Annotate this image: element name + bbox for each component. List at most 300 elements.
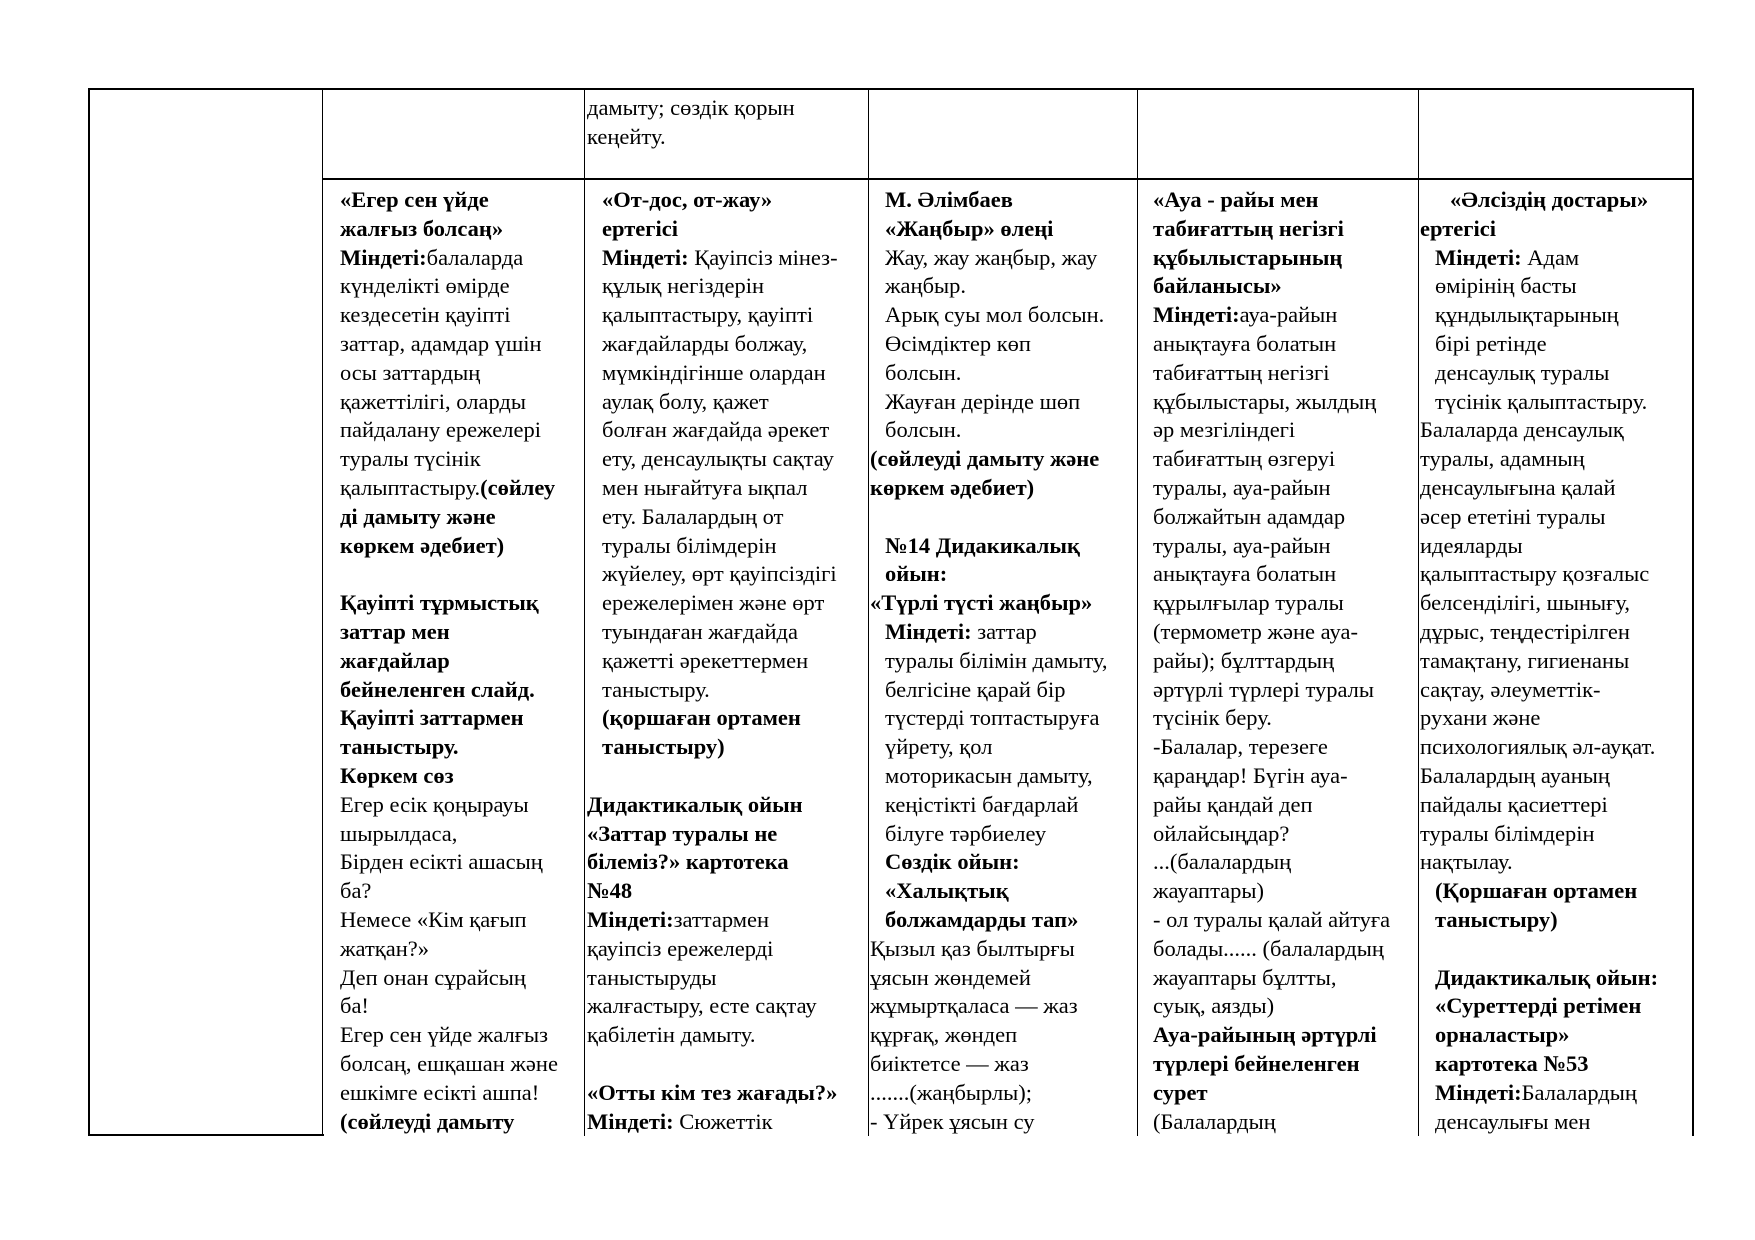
body-text: жүйелеу, өрт қауіпсіздігі — [602, 561, 837, 587]
bold-text: «Заттар туралы не — [587, 820, 778, 846]
text-line — [1153, 791, 1390, 820]
body-text: белгісіне қарай бір — [885, 676, 1066, 702]
text-line — [1420, 445, 1658, 474]
text-line — [340, 503, 558, 532]
text-line — [587, 1050, 838, 1079]
body-text: осы заттардың — [340, 359, 481, 385]
text-line — [870, 791, 1107, 820]
bold-text: құбылыстарының — [1153, 244, 1343, 270]
body-text: қалыптастыру қозғалыс — [1420, 561, 1650, 587]
body-text: үйрету, қол — [885, 734, 993, 760]
text-line — [1153, 877, 1390, 906]
text-line — [870, 704, 1107, 733]
bold-text: жағдайлар — [340, 647, 450, 673]
bold-text: «Әлсіздің достары» — [1450, 187, 1649, 212]
body-text: Егер сен үйде жалғыз — [340, 1022, 548, 1048]
body-text: Бірден есікті ашасың — [340, 849, 543, 875]
body-text: әртүрлі түрлері туралы — [1153, 676, 1375, 702]
bold-text: білеміз?» картотека — [587, 849, 789, 875]
column-divider-5 — [1418, 88, 1419, 1136]
text-line — [1420, 848, 1658, 877]
body-text: балаларда — [426, 244, 524, 270]
text-line — [1420, 1079, 1658, 1108]
body-text: Өсімдіктер көп — [885, 330, 1031, 356]
text-line — [1420, 906, 1658, 935]
bold-text: «От-дос, от-жау» — [602, 187, 773, 212]
body-text: - ол туралы қалай айтуға — [1153, 906, 1391, 932]
text-line — [1420, 676, 1658, 705]
text-line — [340, 1079, 558, 1108]
text-line — [1420, 388, 1658, 417]
bold-text: (қоршаған ортамен — [602, 705, 801, 731]
text-line — [1420, 474, 1658, 503]
body-text: заттар, адамдар үшін — [340, 330, 542, 356]
text-line — [1153, 186, 1390, 215]
text-line — [340, 272, 558, 301]
bold-text: таныстыру) — [602, 734, 725, 760]
body-text: құрылғылар туралы — [1153, 590, 1344, 616]
bold-text: Міндеті: — [1435, 244, 1522, 270]
text-line — [587, 272, 838, 301]
text-line — [340, 906, 558, 935]
text-line — [340, 704, 558, 733]
text-line — [1420, 791, 1658, 820]
body-text: қалыптастыру. — [340, 474, 481, 500]
text-line — [870, 1021, 1107, 1050]
body-text: денсаулығы мен — [1435, 1108, 1591, 1134]
body-text: болады...... (балалардың — [1153, 935, 1384, 961]
column-divider-1 — [322, 88, 323, 1136]
body-text: таныстыру. — [602, 676, 710, 702]
bold-text: ертегісі — [1420, 215, 1496, 241]
bold-text: Дидактикалық ойын — [587, 791, 803, 817]
text-line — [870, 618, 1107, 647]
text-line — [870, 560, 1107, 589]
body-text: -Балалар, терезеге — [1153, 734, 1328, 760]
text-line — [1420, 1021, 1658, 1050]
bold-text: жалғыз болсаң» — [340, 215, 504, 241]
column-4-cell — [1153, 186, 1390, 1136]
text-line — [1420, 647, 1658, 676]
text-line — [870, 992, 1107, 1021]
top-row-cell-2 — [587, 94, 795, 152]
bold-text: №14 Дидакикалық — [885, 532, 1080, 558]
row-separator — [323, 178, 1694, 180]
text-line — [340, 1050, 558, 1079]
text-line — [587, 359, 838, 388]
body-text: (термометр және ауа- — [1153, 618, 1358, 644]
text-line — [1153, 560, 1390, 589]
text-line — [1153, 589, 1390, 618]
body-text: Жау, жау жаңбыр, жау — [885, 244, 1098, 270]
text-line — [1153, 301, 1390, 330]
body-text: ойлайсыңдар? — [1153, 820, 1290, 846]
body-text: рухани және — [1420, 705, 1541, 731]
bold-text: Көркем сөз — [340, 762, 454, 788]
body-text: Балалардың ауаның — [1420, 762, 1610, 788]
bold-text: (сөйлеу — [480, 474, 556, 500]
bold-text: Дидактикалық ойын: — [1435, 964, 1659, 990]
text-line — [587, 906, 838, 935]
text-line — [340, 301, 558, 330]
text-line — [1420, 503, 1658, 532]
bold-text: картотека №53 — [1435, 1050, 1589, 1076]
text-line — [587, 791, 838, 820]
text-line — [870, 186, 1107, 215]
text-line — [340, 359, 558, 388]
body-text: білуге тәрбиелеу — [885, 820, 1047, 846]
bold-text: таныстыру) — [1435, 906, 1558, 932]
text-line — [340, 186, 558, 215]
text-line — [870, 1079, 1107, 1108]
text-line — [587, 560, 838, 589]
text-line — [587, 1108, 838, 1137]
body-text: жұмыртқаласа — жаз — [870, 993, 1078, 1019]
body-text: қабілетін дамыту. — [587, 1022, 756, 1048]
bold-text: байланысы» — [1153, 273, 1282, 299]
body-text: пайдалы қасиеттері — [1420, 791, 1608, 817]
body-text: ба! — [340, 993, 369, 1019]
body-text: идеяларды — [1420, 532, 1523, 558]
bold-text: болжамдарды тап» — [885, 906, 1079, 932]
text-line — [1153, 272, 1390, 301]
bold-text: «Жаңбыр» өлеңі — [885, 215, 1054, 241]
text-line — [587, 848, 838, 877]
text-line — [1420, 301, 1658, 330]
column-1-cell — [340, 186, 558, 1136]
text-line — [870, 503, 1107, 532]
body-text: Деп онан сұрайсың — [340, 964, 526, 990]
text-line — [1153, 906, 1390, 935]
text-line: кеңейту. — [587, 123, 666, 149]
text-line — [870, 416, 1107, 445]
text-line — [587, 301, 838, 330]
body-text: кеңістікті бағдарлай — [885, 791, 1079, 817]
text-line — [870, 762, 1107, 791]
text-line — [870, 848, 1107, 877]
body-text: моторикасын дамыту, — [885, 762, 1093, 788]
text-line — [340, 532, 558, 561]
text-line — [587, 416, 838, 445]
bold-text: заттар мен — [340, 618, 450, 644]
text-line: дамыту; сөздік қорын — [587, 95, 795, 120]
body-text: болжайтын адамдар — [1153, 503, 1346, 529]
text-line — [870, 647, 1107, 676]
body-text: Қауіпсіз мінез- — [688, 244, 838, 270]
body-text: болсын. — [885, 359, 962, 385]
text-line — [340, 244, 558, 273]
body-text: таныстыруды — [587, 964, 717, 990]
column-divider-3 — [868, 88, 869, 1136]
text-line — [587, 474, 838, 503]
column-2-cell — [587, 186, 838, 1136]
body-text: қажеттілігі, оларды — [340, 388, 526, 414]
text-line — [870, 359, 1107, 388]
text-line — [870, 820, 1107, 849]
text-line — [587, 1079, 838, 1108]
text-line — [1153, 848, 1390, 877]
text-line — [587, 935, 838, 964]
bold-text: «Халықтық — [885, 878, 1009, 904]
body-text: белсенділігі, шынығу, — [1420, 590, 1631, 616]
body-text: (Балалардың — [1153, 1108, 1276, 1134]
bold-text: Міндеті: — [885, 618, 972, 644]
text-line — [340, 964, 558, 993]
body-text: қараңдар! Бүгін ауа- — [1153, 762, 1348, 788]
text-line — [1153, 1021, 1390, 1050]
body-text: табиғаттың өзгеруі — [1153, 446, 1336, 472]
text-line — [340, 676, 558, 705]
text-line — [587, 676, 838, 705]
body-text: туралы білімін дамыту, — [885, 647, 1108, 673]
body-text: ба? — [340, 878, 372, 904]
body-text: суық, аязды) — [1153, 993, 1275, 1019]
bold-text: Сөздік ойын: — [885, 849, 1020, 875]
bold-text: (сөйлеуді дамыту және — [870, 446, 1100, 472]
bold-text: Міндеті: — [340, 244, 427, 270]
text-line — [1420, 618, 1658, 647]
text-line — [870, 532, 1107, 561]
body-text: биіктетсе — жаз — [870, 1050, 1029, 1076]
body-text: жатқан?» — [340, 935, 429, 961]
text-line — [587, 244, 838, 273]
body-text: түсінік қалыптастыру. — [1435, 388, 1648, 414]
body-text: қалыптастыру, қауіпті — [602, 302, 814, 328]
text-line — [870, 301, 1107, 330]
bold-text: (Қоршаған ортамен — [1435, 878, 1638, 904]
text-line — [340, 560, 558, 589]
body-text: Балалардың — [1521, 1079, 1637, 1105]
text-line — [1420, 416, 1658, 445]
body-text: - Үйрек ұясын су — [870, 1108, 1035, 1134]
body-text: Балаларда денсаулық — [1420, 417, 1624, 443]
text-line — [1153, 733, 1390, 762]
bold-text: Қауіпті заттармен — [340, 705, 524, 731]
text-line — [1153, 416, 1390, 445]
bold-text: Міндеті: — [602, 244, 689, 270]
body-text: әр мезгіліндегі — [1153, 417, 1296, 443]
text-line — [1153, 532, 1390, 561]
text-line — [870, 272, 1107, 301]
text-line — [870, 676, 1107, 705]
text-line — [587, 503, 838, 532]
text-line — [1153, 647, 1390, 676]
body-text: әсер ететіні туралы — [1420, 503, 1606, 529]
text-line — [1153, 1079, 1390, 1108]
body-text: құбылыстары, жылдың — [1153, 388, 1377, 414]
bold-text: Қауіпті тұрмыстық — [340, 590, 539, 616]
body-text: туралы түсінік — [340, 446, 481, 472]
text-line — [1153, 1050, 1390, 1079]
text-line — [340, 215, 558, 244]
bold-text: бейнеленген слайд. — [340, 676, 535, 702]
text-line — [1420, 359, 1658, 388]
text-line — [1420, 532, 1658, 561]
body-text: болған жағдайда әрекет — [602, 417, 830, 443]
text-line — [1420, 964, 1658, 993]
text-line — [1153, 474, 1390, 503]
body-text: тамақтану, гигиенаны — [1420, 647, 1630, 673]
text-line — [587, 330, 838, 359]
body-text: райы); бұлттардың — [1153, 647, 1335, 673]
bold-text: ертегісі — [602, 215, 678, 241]
text-line — [870, 1050, 1107, 1079]
body-text: ережелерімен және өрт — [602, 590, 825, 616]
text-line — [1420, 330, 1658, 359]
body-text: туындаған жағдайда — [602, 618, 798, 644]
body-text: Арық суы мол болсын. — [885, 302, 1105, 328]
text-line — [340, 733, 558, 762]
body-text: қажетті әрекеттермен — [602, 647, 809, 673]
column-divider-2 — [584, 88, 585, 1136]
bold-text: «Отты кім тез жағады?» — [587, 1079, 838, 1105]
text-line — [340, 935, 558, 964]
text-line — [1153, 359, 1390, 388]
text-line — [587, 388, 838, 417]
body-text: туралы білімдерін — [1420, 820, 1595, 846]
bold-text: «Түрлі түсті жаңбыр» — [870, 590, 1093, 616]
bold-text: Міндеті: — [1435, 1079, 1522, 1105]
text-line — [870, 733, 1107, 762]
text-line — [1153, 992, 1390, 1021]
bold-text: №48 — [587, 878, 633, 904]
text-line — [587, 647, 838, 676]
body-text: туралы, ауа-райын — [1153, 532, 1331, 558]
text-line — [587, 532, 838, 561]
text-line — [340, 848, 558, 877]
body-text: құндылықтарының — [1435, 302, 1619, 328]
body-text: болсын. — [885, 417, 962, 443]
body-text: өмірінің басты — [1435, 273, 1577, 299]
text-line — [587, 445, 838, 474]
body-text: жауаптары бұлтты, — [1153, 964, 1337, 990]
body-text: денсаулық туралы — [1435, 359, 1610, 385]
body-text: табиғаттың негізгі — [1153, 359, 1330, 385]
text-line — [340, 618, 558, 647]
text-line — [870, 877, 1107, 906]
text-line — [1153, 935, 1390, 964]
text-line — [340, 762, 558, 791]
text-line — [870, 244, 1107, 273]
bold-text: таныстыру. — [340, 734, 459, 760]
text-line — [1420, 244, 1658, 273]
body-text: бірі ретінде — [1435, 330, 1547, 356]
bold-text: сурет — [1153, 1079, 1208, 1105]
bold-text: ойын: — [885, 561, 948, 587]
text-line — [587, 704, 838, 733]
text-line — [870, 445, 1107, 474]
body-text: заттармен — [673, 906, 770, 932]
text-line — [1420, 215, 1658, 244]
body-text: құлық негіздерін — [602, 273, 765, 299]
text-line — [340, 820, 558, 849]
text-line — [1420, 272, 1658, 301]
bold-text: «Егер сен үйде — [340, 187, 489, 212]
text-line — [1420, 992, 1658, 1021]
text-line — [870, 330, 1107, 359]
text-line — [1153, 618, 1390, 647]
body-text: жаңбыр. — [885, 273, 967, 299]
body-text: мен нығайтуға ықпал — [602, 474, 808, 500]
text-line — [1153, 244, 1390, 273]
body-text: сақтау, әлеуметтік- — [1420, 676, 1601, 702]
body-text: нақтылау. — [1420, 849, 1513, 875]
bold-text: «Суреттерді ретімен — [1435, 993, 1642, 1019]
text-line — [340, 992, 558, 1021]
body-text: ұясын жөндемей — [870, 964, 1031, 990]
text-line — [340, 589, 558, 618]
text-line — [587, 618, 838, 647]
text-line — [587, 762, 838, 791]
table-left-border — [88, 88, 90, 1136]
body-text: шырылдаса, — [340, 820, 458, 846]
body-text: түстерді топтастыруға — [885, 705, 1100, 731]
bold-text: М. Әлімбаев — [885, 187, 1013, 212]
bold-text: Міндеті: — [587, 1108, 674, 1134]
body-text: анықтауға болатын — [1153, 330, 1337, 356]
body-text: кездесетін қауіпті — [340, 302, 511, 328]
text-line — [1420, 589, 1658, 618]
text-line — [1153, 215, 1390, 244]
bold-text: Ауа-райының әртүрлі — [1153, 1022, 1377, 1048]
body-text: райы қандай деп — [1153, 791, 1313, 817]
body-text: ету, денсаулықты сақтау — [602, 446, 834, 472]
body-text: Жауған дерінде шөп — [885, 388, 1081, 414]
text-line — [870, 388, 1107, 417]
bold-text: ді дамыту және — [340, 503, 496, 529]
bold-text: көркем әдебиет) — [340, 532, 505, 558]
bold-text: табиғаттың негізгі — [1153, 215, 1344, 241]
body-text: аулақ болу, қажет — [602, 388, 769, 414]
text-line — [340, 1021, 558, 1050]
text-line — [340, 647, 558, 676]
body-text: ешкімге есікті ашпа! — [340, 1079, 540, 1105]
body-text: .......(жаңбырлы); — [870, 1079, 1033, 1105]
bold-text: «Ауа - райы мен — [1153, 187, 1319, 212]
body-text: денсаулығына қалай — [1420, 474, 1616, 500]
column-3-cell — [870, 186, 1107, 1136]
text-line — [587, 733, 838, 762]
text-line — [1420, 186, 1658, 215]
body-text: Қызыл қаз былтырғы — [870, 935, 1075, 961]
text-line — [1420, 877, 1658, 906]
text-line — [1153, 330, 1390, 359]
body-text: Адам — [1521, 244, 1580, 270]
text-line — [1153, 820, 1390, 849]
text-line — [340, 416, 558, 445]
bold-text: орналастыр» — [1435, 1022, 1570, 1048]
bold-text: түрлері бейнеленген — [1153, 1050, 1360, 1076]
column-divider-4 — [1137, 88, 1138, 1136]
body-text: туралы, ауа-райын — [1153, 474, 1331, 500]
body-text: күнделікті өмірде — [340, 273, 510, 299]
text-line — [1420, 1108, 1658, 1137]
text-line — [870, 589, 1107, 618]
body-text: анықтауға болатын — [1153, 561, 1337, 587]
text-line — [1420, 1050, 1658, 1079]
bold-text: (сөйлеуді дамыту — [340, 1108, 515, 1134]
body-text: психологиялық әл-ауқат. — [1420, 734, 1656, 760]
text-line — [1153, 388, 1390, 417]
body-text: Немесе «Кім қағып — [340, 906, 527, 932]
text-line — [1420, 935, 1658, 964]
body-text: ауа-райын — [1239, 302, 1338, 328]
text-line — [340, 388, 558, 417]
text-line — [340, 330, 558, 359]
body-text: ету. Балалардың от — [602, 503, 784, 529]
body-text: туралы, адамның — [1420, 446, 1585, 472]
text-line — [587, 877, 838, 906]
